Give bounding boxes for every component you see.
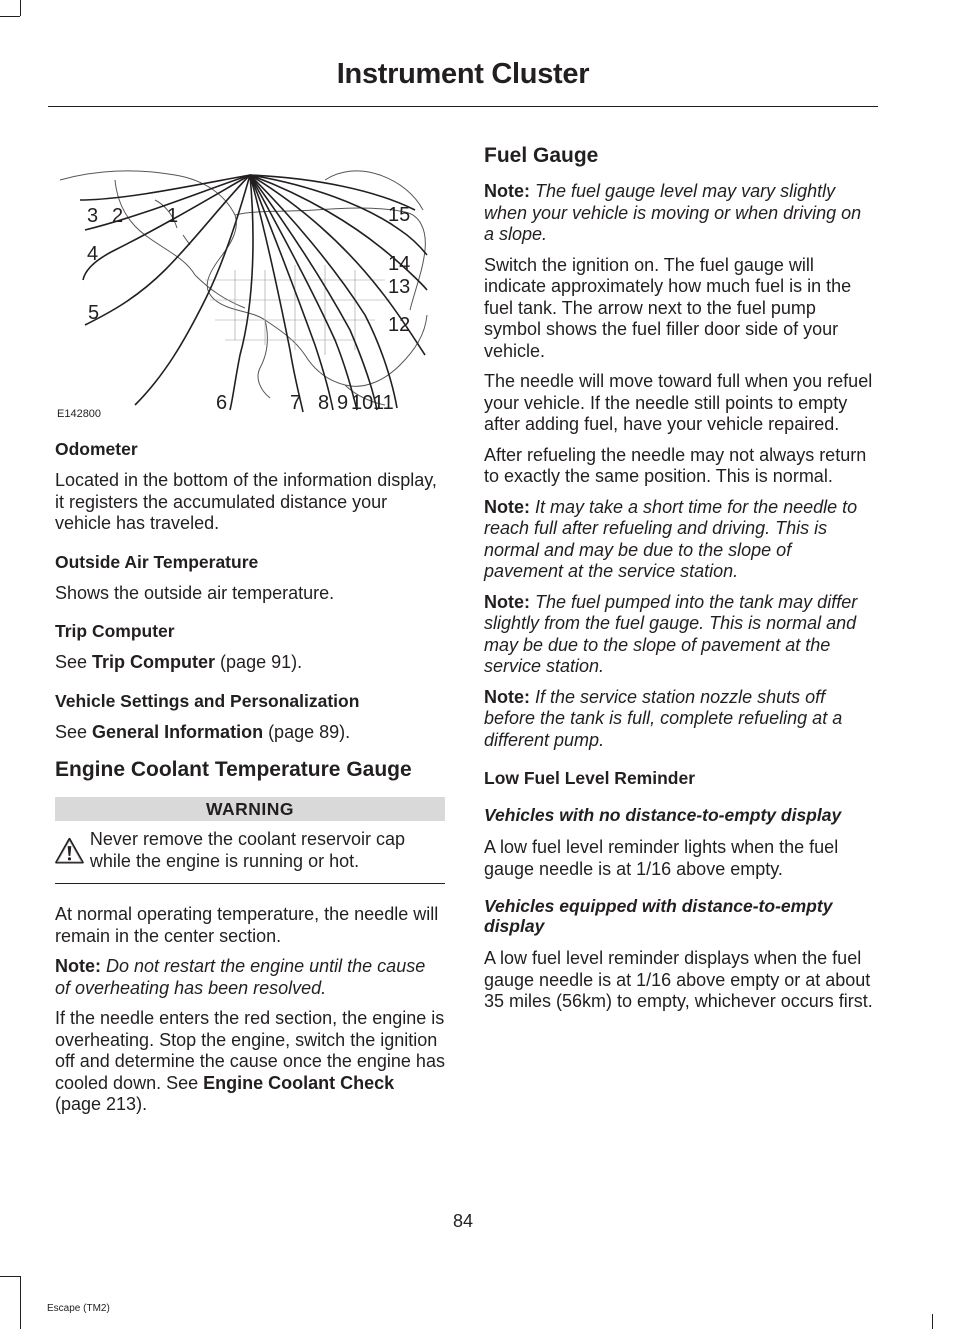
footer-model: Escape (TM2)	[47, 1303, 110, 1314]
note-text: If the service station nozzle shuts off before the tank is full, complete refueling at a different pump.	[484, 686, 843, 750]
temperature-zone-map-figure	[55, 140, 445, 420]
trip-post: (page 91).	[215, 652, 303, 672]
zone-label-8: 8	[318, 392, 330, 414]
temperature-zone-map-icon	[55, 140, 445, 420]
warning-box	[55, 829, 445, 884]
note-text: The fuel pumped into the tank may differ slightly from the fuel gauge. This is normal and may be due to the slope of pavement at the service station.	[484, 591, 858, 676]
oat-body: Shows the outside air temperature.	[55, 582, 335, 603]
zone-label-1: 1	[167, 205, 179, 227]
note-text: The fuel gauge level may vary slightly when your vehicle is moving or when driving on a slope.	[484, 181, 862, 244]
zone-label-2: 2	[112, 205, 124, 227]
vs-pre: See	[55, 721, 93, 742]
engine-coolant-check-link[interactable]: Engine Coolant Check	[203, 1072, 395, 1093]
trip-computer-link[interactable]: Trip Computer	[92, 652, 216, 672]
page-title: Instrument Cluster	[336, 58, 590, 90]
low-fuel-sub2: Vehicles equipped with distance-to-empty display	[484, 896, 833, 936]
note-text: Do not restart the engine until the cause of overheating has been resolved.	[55, 956, 426, 998]
right-column	[484, 145, 874, 1022]
trip-pre: See	[55, 652, 93, 672]
note-text: It may take a short time for the needle to reach full after refueling and driving. This is normal and may be due to the slope of pavement at the service station.	[484, 496, 858, 581]
general-information-link[interactable]: General Information	[92, 721, 264, 742]
crop-mark	[0, 16, 20, 17]
vehicle-settings-heading: Vehicle Settings and Personalization	[55, 690, 360, 711]
vs-post: (page 89).	[263, 721, 351, 742]
page-number: 84	[452, 1211, 474, 1231]
zone-label-12: 12	[388, 314, 411, 336]
fuel-note1	[484, 181, 874, 246]
zone-label-7: 7	[290, 392, 302, 414]
fuel-note4	[484, 687, 874, 752]
zone-label-11: 11	[373, 392, 394, 414]
warning-text: Never remove the coolant reservoir cap while the engine is running or hot.	[89, 829, 406, 871]
coolant-para2-text: If the needle enters the red section, the engine is overheating. Stop the engine, switch the ignition off and determine the cause once the engine has cooled down. See	[55, 1008, 445, 1093]
trip-heading: Trip Computer	[55, 621, 175, 641]
figure-code: E142800	[57, 408, 102, 420]
low-fuel-sub1: Vehicles with no distance-to-empty display	[484, 805, 842, 825]
fuel-note3	[484, 592, 874, 678]
zone-label-6: 6	[216, 392, 228, 414]
low-fuel-heading: Low Fuel Level Reminder	[484, 768, 696, 788]
zone-label-14: 14	[388, 253, 411, 275]
oat-heading: Outside Air Temperature	[55, 551, 259, 572]
fuel-para3: After refueling the needle may not always return to exactly the same position. This is normal.	[484, 444, 867, 486]
left-column	[55, 140, 445, 1125]
note-label: Note:	[484, 496, 530, 517]
fuel-para1: Switch the ignition on. The fuel gauge will indicate approximately how much fuel is in the fuel tank. The arrow next to the fuel pump symbol shows the fuel filler door side of your vehicle.	[484, 254, 852, 361]
title-rule	[48, 106, 878, 107]
vehicle-settings-body	[55, 722, 445, 744]
warning-triangle-icon	[55, 829, 84, 873]
crop-mark	[20, 0, 21, 16]
crop-mark	[20, 1276, 21, 1329]
zone-label-13: 13	[388, 276, 411, 298]
fuel-para2: The needle will move toward full when you refuel your vehicle. If the needle still points to empty after adding fuel, have your vehicle repaired.	[484, 371, 873, 434]
odometer-heading: Odometer	[55, 439, 138, 459]
crop-mark	[932, 1314, 933, 1329]
fuel-note2	[484, 497, 874, 583]
zone-label-3: 3	[87, 205, 99, 227]
note-label: Note:	[55, 956, 101, 976]
fuel-gauge-heading: Fuel Gauge	[484, 144, 599, 167]
coolant-para2	[55, 1008, 445, 1116]
trip-body	[55, 652, 445, 674]
low-fuel-body1: A low fuel level reminder lights when the fuel gauge needle is at 1/16 above empty.	[484, 837, 839, 879]
odometer-body: Located in the bottom of the information display, it registers the accumulated distance your vehicle has traveled.	[55, 470, 437, 533]
note-label: Note:	[484, 591, 530, 612]
coolant-note	[55, 956, 445, 999]
zone-label-4: 4	[87, 243, 99, 265]
coolant-heading: Engine Coolant Temperature Gauge	[55, 758, 412, 781]
low-fuel-body2: A low fuel level reminder displays when the fuel gauge needle is at 1/16 above empty or at about 35 miles (56km) to empty, whichever occurs first.	[484, 948, 873, 1011]
zone-label-5: 5	[88, 302, 100, 324]
zone-label-10: 10	[351, 392, 374, 414]
coolant-para2-post: (page 213).	[55, 1094, 148, 1114]
zone-label-9: 9	[337, 392, 349, 414]
note-label: Note:	[484, 686, 530, 707]
warning-header: WARNING	[55, 797, 445, 821]
zone-label-15: 15	[388, 204, 411, 226]
note-label: Note:	[484, 181, 530, 201]
crop-mark	[0, 1276, 20, 1277]
coolant-para1: At normal operating temperature, the needle will remain in the center section.	[55, 904, 439, 946]
